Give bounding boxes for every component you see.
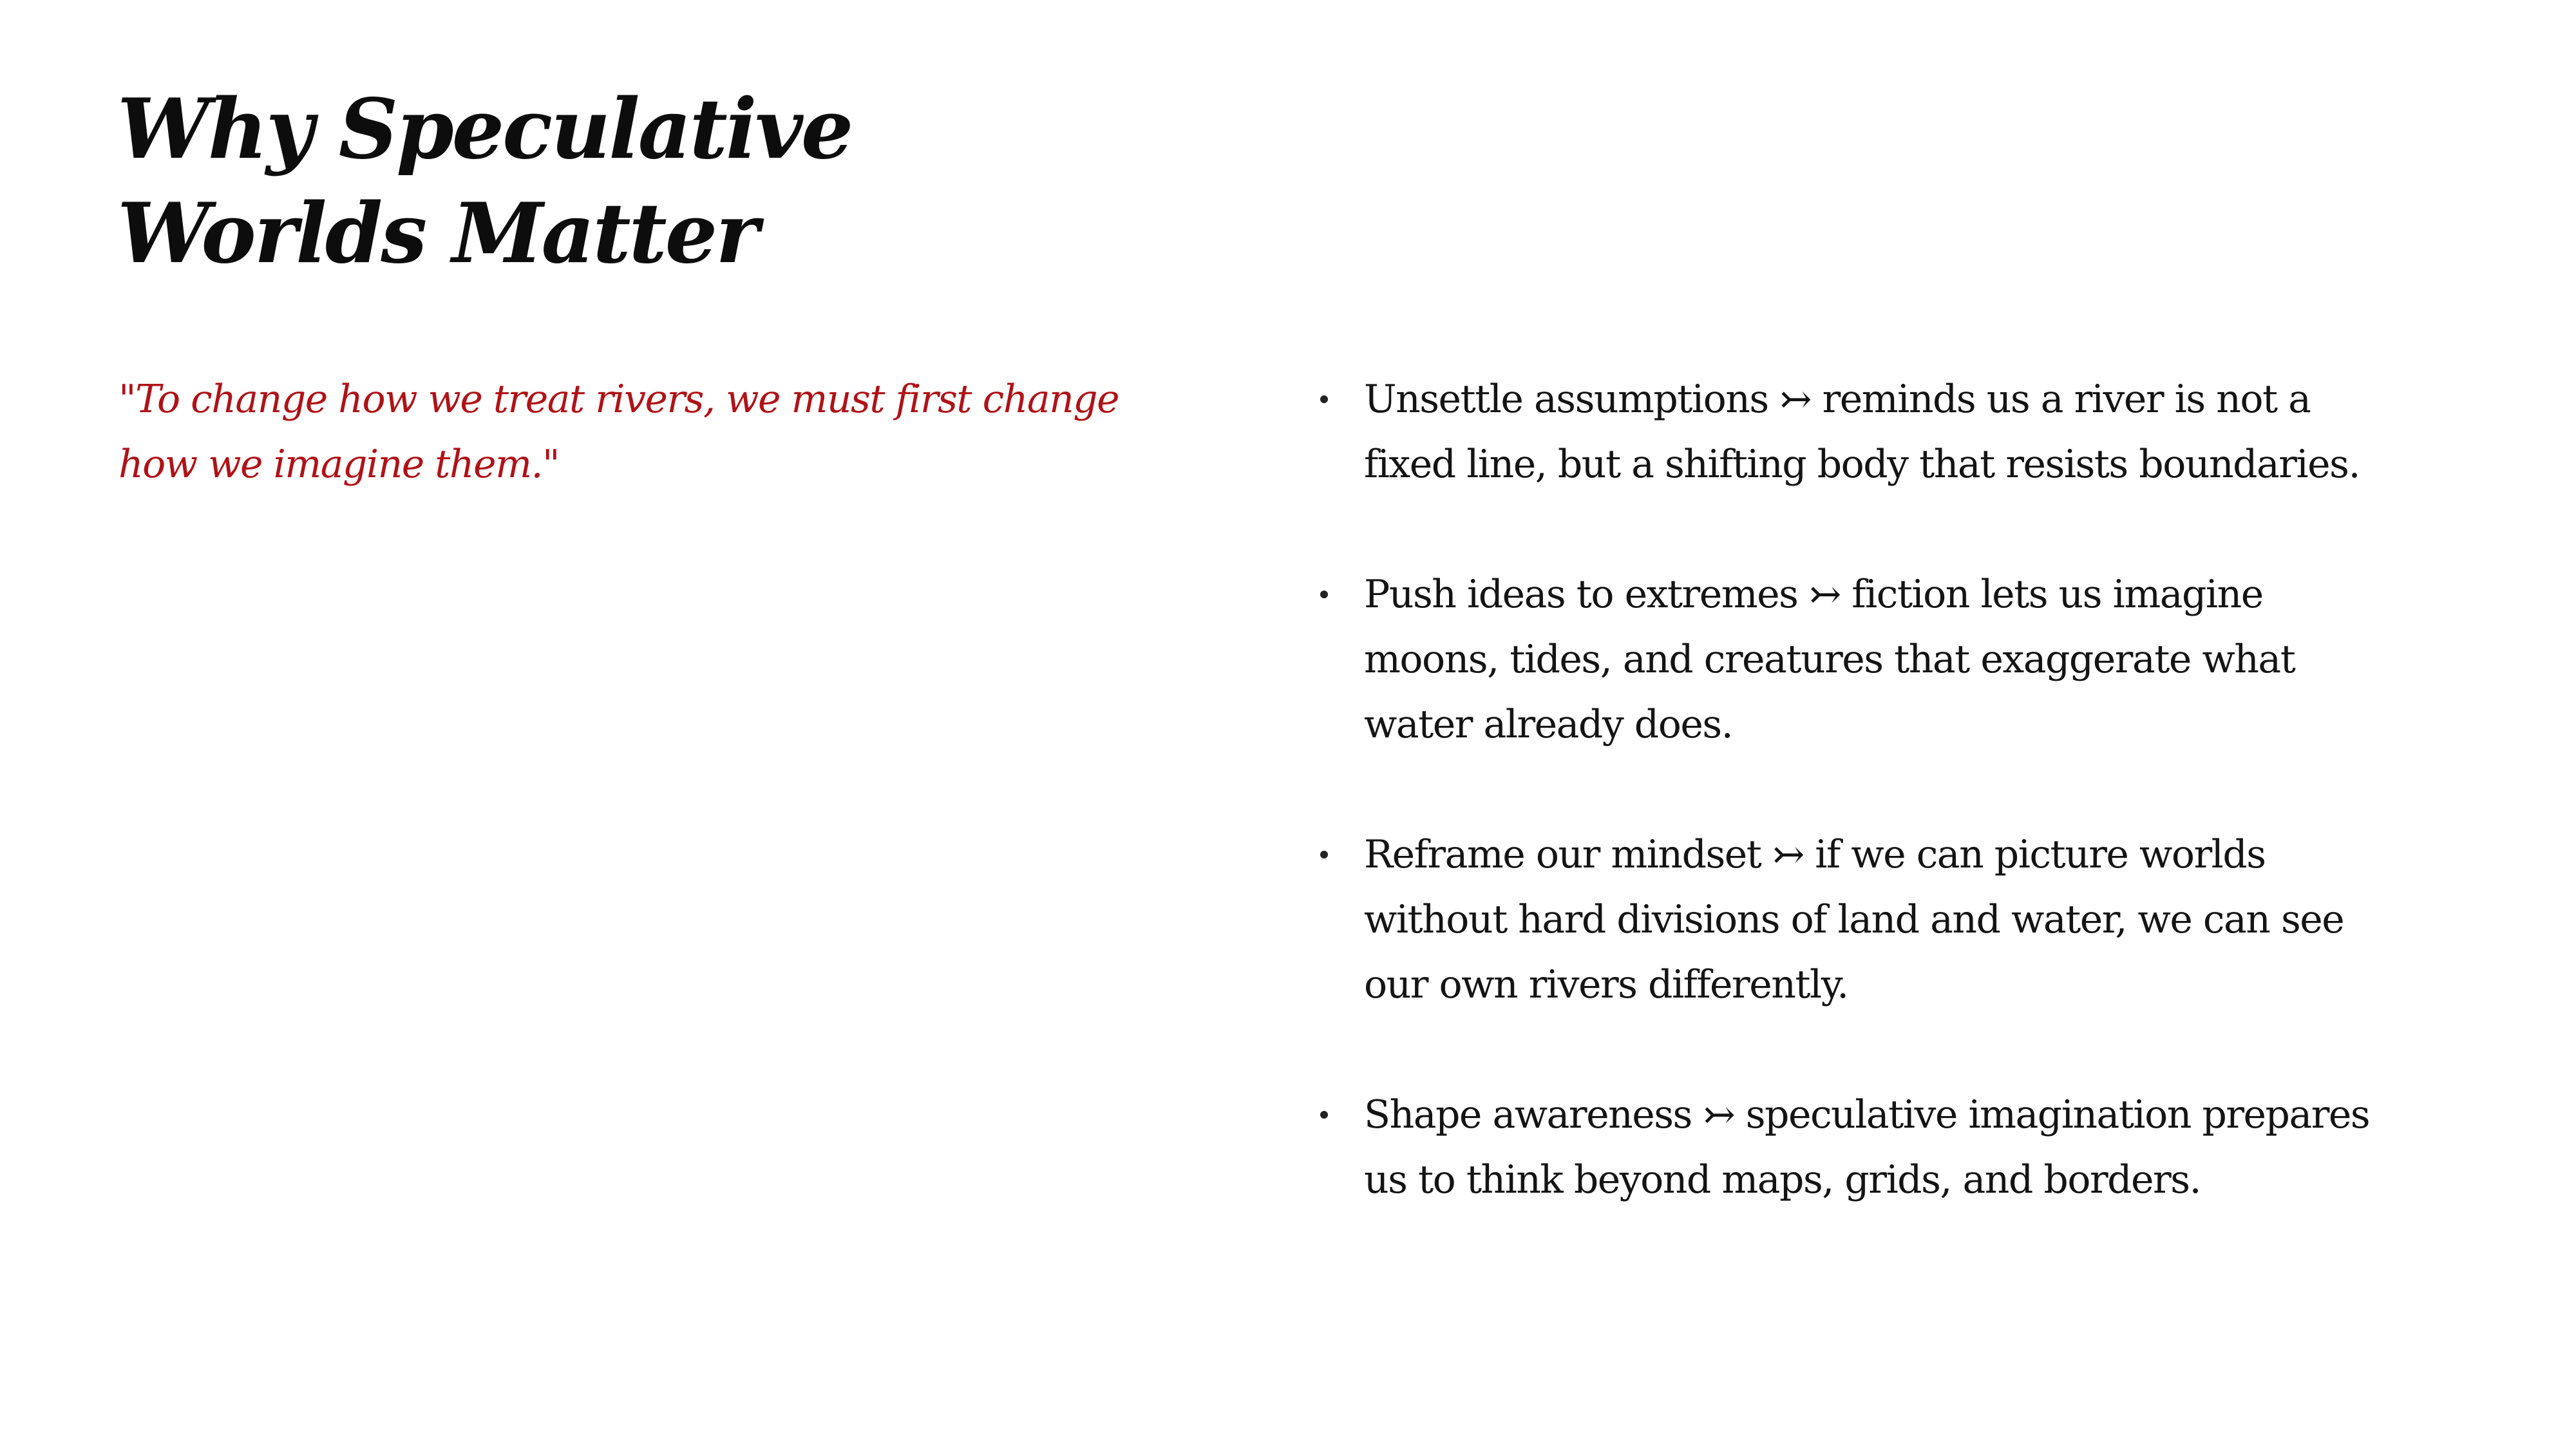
bullet-text-line: moons, tides, and creatures that exaggerate what: [1364, 637, 2295, 682]
slide-title-line-1: Why Speculative: [117, 81, 852, 178]
bullet-text-line: water already does.: [1364, 702, 1733, 747]
pull-quote-line-2: how we imagine them.": [118, 442, 560, 487]
bullet-text-line: our own rivers differently.: [1364, 962, 1848, 1007]
bullet-list: [1320, 367, 2531, 1213]
pull-quote: [118, 367, 1149, 497]
bullet-item-push-ideas: [1320, 562, 2531, 757]
bullet-text-line: us to think beyond maps, grids, and borders.: [1364, 1157, 2201, 1202]
bullet-text-line: Reframe our mindset ↣ if we can picture worlds: [1364, 832, 2266, 877]
slide-title: [117, 77, 1212, 286]
pull-quote-line-1: "To change how we treat rivers, we must first change: [118, 377, 1119, 422]
bullet-dot-icon: [1320, 1111, 1328, 1119]
bullet-text-line: fixed line, but a shifting body that resists boundaries.: [1364, 442, 2360, 487]
bullet-dot-icon: [1320, 395, 1328, 403]
bullet-item-unsettle-assumptions: [1320, 367, 2531, 497]
bullet-text-line: without hard divisions of land and water, we can see: [1364, 897, 2344, 942]
bullet-text-line: Unsettle assumptions ↣ reminds us a river is not a: [1364, 377, 2311, 422]
bullet-item-reframe-mindset: [1320, 822, 2531, 1018]
bullet-dot-icon: [1320, 851, 1328, 858]
bullet-text-line: Shape awareness ↣ speculative imagination prepares: [1364, 1092, 2370, 1137]
bullet-dot-icon: [1320, 591, 1328, 598]
slide-title-line-2: Worlds Matter: [117, 185, 757, 282]
bullet-text-line: Push ideas to extremes ↣ fiction lets us imagine: [1364, 572, 2263, 617]
bullet-item-shape-awareness: [1320, 1083, 2531, 1213]
